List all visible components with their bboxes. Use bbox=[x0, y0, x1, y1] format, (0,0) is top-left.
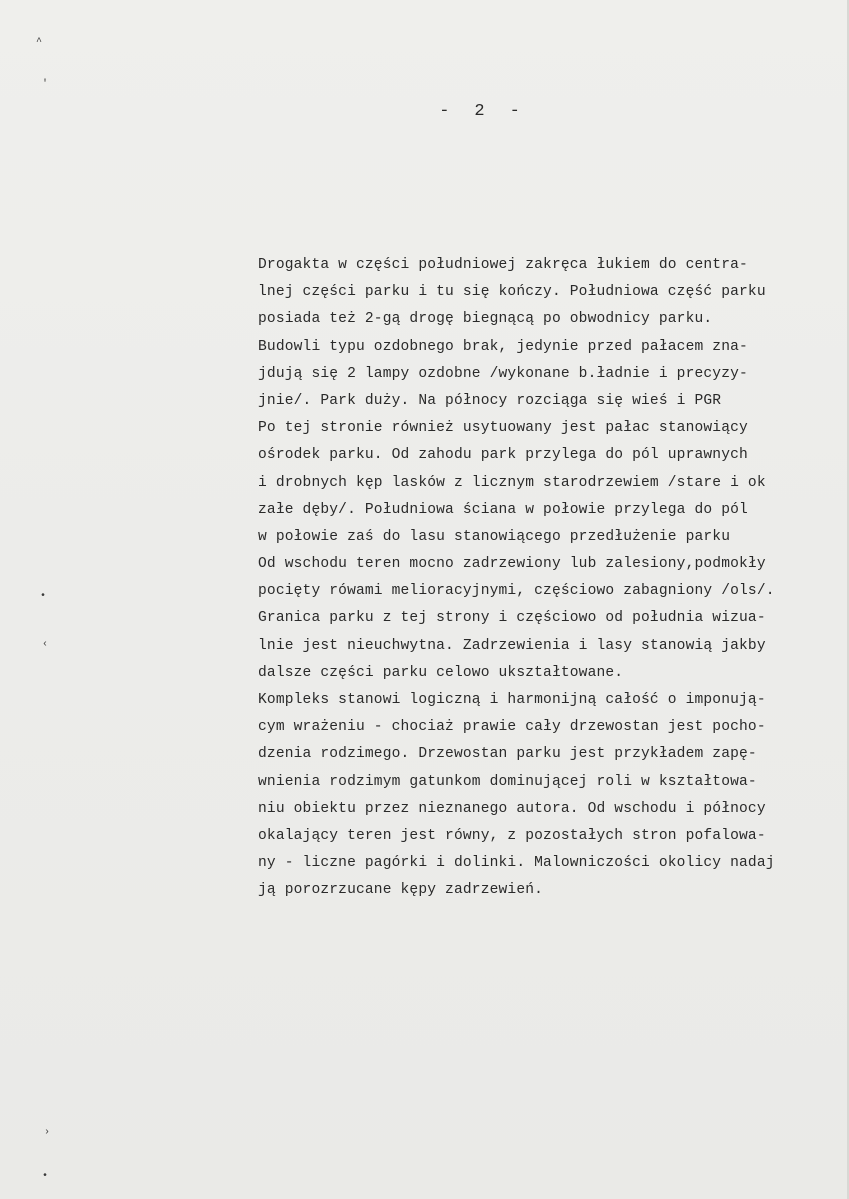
text-line: w połowie zaś do lasu stanowiącego przedłużenie parku bbox=[258, 528, 731, 545]
text-line: Budowli typu ozdobnego brak, jedynie przed pałacem zna- bbox=[258, 338, 748, 355]
text-line: lnej części parku i tu się kończy. Południowa część parku bbox=[258, 284, 766, 301]
text-line: Kompleks stanowi logiczną i harmonijną całość o imponują- bbox=[258, 692, 766, 708]
text-line: i drobnych kęp lasków z licznym starodrzewiem /stare i ok bbox=[258, 474, 766, 491]
text-line: jnie/. Park duży. Na północy rozciąga się wieś i PGR bbox=[258, 392, 722, 409]
text-line: wnienia rodzimym gatunkom dominującej roli w kształtowa- bbox=[258, 773, 757, 790]
text-line: Po tej stronie również usytuowany jest pałac stanowiący bbox=[258, 420, 748, 437]
text-line: niu obiektu przez nieznanego autora. Od wschodu i północy bbox=[258, 800, 766, 817]
text-line: lnie jest nieuchwytna. Zadrzewienia i lasy stanowią jakby bbox=[258, 637, 766, 654]
text-line: jdują się 2 lampy ozdobne /wykonane b.ładnie i precyzy- bbox=[258, 365, 748, 382]
text-line: okalający teren jest równy, z pozostałych stron pofalowa- bbox=[258, 827, 766, 844]
text-line: ośrodek parku. Od zahodu park przylega do pól uprawnych bbox=[258, 447, 748, 464]
page-number-value: 2 bbox=[474, 102, 486, 121]
text-line: Granica parku z tej strony i częściowo od południa wizua- bbox=[258, 610, 766, 627]
text-line: dalsze części parku celowo ukształtowane. bbox=[258, 664, 624, 681]
text-line: dzenia rodzimego. Drzewostan parku jest przykładem zapę- bbox=[258, 746, 757, 763]
text-line: Od wschodu teren mocno zadrzewiony lub zalesiony,podmokły bbox=[258, 556, 766, 573]
text-line: ny - liczne pagórki i dolinki. Malowniczości okolicy nadaj bbox=[258, 855, 775, 872]
margin-mark: • bbox=[42, 1171, 49, 1182]
page-number bbox=[0, 102, 849, 121]
margin-mark: ' bbox=[42, 79, 49, 90]
text-line: Drogakta w części południowej zakręca łukiem do centra- bbox=[258, 257, 748, 273]
text-line: cym wrażeniu - chociaż prawie cały drzewostan jest pocho- bbox=[258, 719, 766, 736]
page-number-dash-left: - bbox=[439, 102, 451, 121]
text-line: pocięty rówami melioracyjnymi, częściowo zabagniony /ols/. bbox=[258, 583, 775, 600]
text-line: załe dęby/. Południowa ściana w połowie przylega do pól bbox=[258, 501, 748, 518]
margin-mark: › bbox=[44, 1127, 51, 1138]
margin-mark: ‹ bbox=[42, 639, 49, 650]
page-number-dash-right: - bbox=[509, 102, 521, 121]
margin-mark: ^ bbox=[36, 37, 43, 48]
text-line: ją porozrzucane kępy zadrzewień. bbox=[258, 882, 544, 899]
text-line: posiada też 2-gą drogę biegnącą po obwodnicy parku. bbox=[258, 311, 713, 328]
body-text bbox=[258, 252, 849, 905]
margin-mark: • bbox=[40, 591, 47, 602]
